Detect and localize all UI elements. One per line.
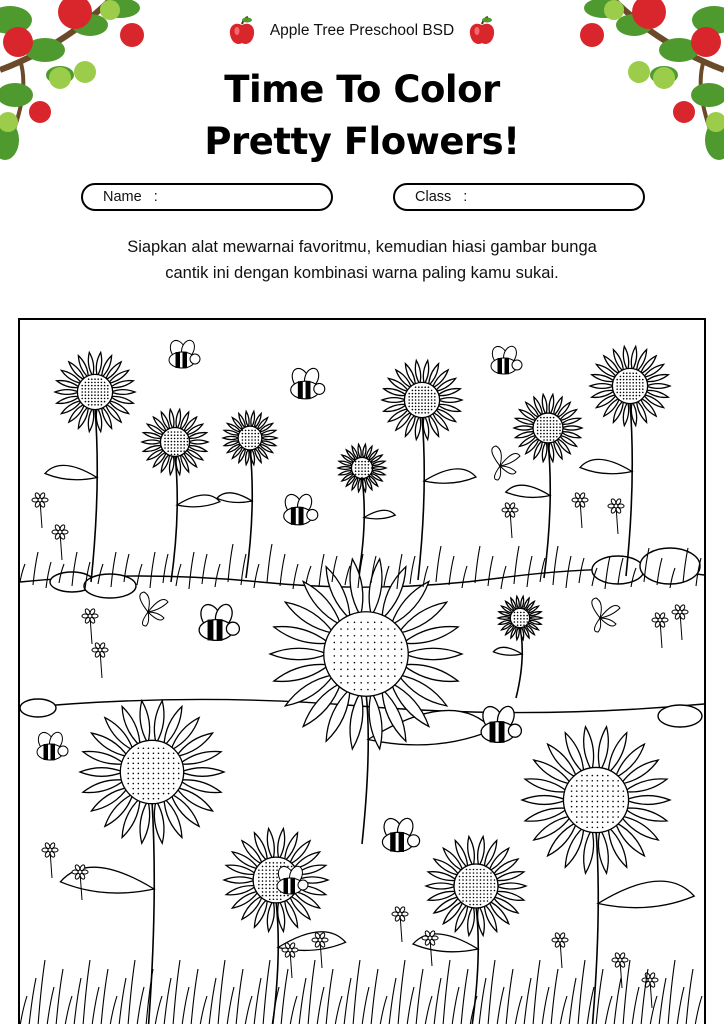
sunflower-front-left (60, 701, 224, 1024)
sunflower-garden-drawing (20, 320, 704, 1024)
class-separator: : (463, 189, 468, 205)
daisy-14 (392, 906, 408, 942)
daisy-1 (32, 492, 48, 528)
worksheet-title (0, 64, 724, 168)
sunflower-back-4 (338, 444, 395, 578)
apple-icon-left (228, 16, 256, 46)
sunflower-bud (493, 596, 542, 698)
sunflower-back-3 (217, 411, 277, 578)
class-field[interactable] (393, 183, 645, 211)
daisy-16 (552, 932, 568, 968)
butterfly-2 (492, 446, 520, 480)
daisy-6 (572, 492, 588, 528)
bee-2 (289, 366, 325, 399)
daisy-9 (672, 604, 688, 640)
sunflower-back-5 (382, 360, 476, 580)
daisy-3 (82, 608, 98, 644)
bee-1 (167, 338, 200, 368)
class-label: Class (415, 189, 452, 205)
sunflower-back-7 (580, 346, 670, 576)
butterfly-1 (140, 592, 168, 626)
school-header (0, 16, 724, 46)
bee-6 (479, 703, 521, 742)
name-label: Name (103, 189, 142, 205)
coloring-page-illustration (18, 318, 706, 1024)
apple-icon-right (468, 16, 496, 46)
sunflower-back-1 (45, 352, 135, 582)
daisy-10 (42, 842, 58, 878)
sunflower-back-6 (506, 394, 582, 578)
title-line-2: Pretty Flowers! (204, 120, 520, 163)
daisy-8 (652, 612, 668, 648)
instructions-line-2: cantik ini dengan kombinasi warna paling kamu sukai. (165, 264, 559, 282)
instructions-text (62, 234, 662, 286)
instructions-line-1: Siapkan alat mewarnai favoritmu, kemudian hiasi gambar bunga (127, 238, 597, 256)
title-line-1: Time To Color (224, 68, 500, 111)
daisy-5 (502, 502, 518, 538)
name-field[interactable] (81, 183, 333, 211)
butterfly-3 (592, 598, 620, 632)
daisy-4 (92, 642, 108, 678)
bee-3 (489, 344, 522, 374)
daisy-2 (52, 524, 68, 560)
bee-8 (381, 816, 420, 852)
name-separator: : (153, 189, 158, 205)
bee-4 (282, 492, 318, 525)
bee-5 (197, 601, 239, 640)
sunflower-front-right (522, 727, 694, 1024)
school-name: Apple Tree Preschool BSD (269, 22, 455, 39)
daisy-7 (608, 498, 624, 534)
bee-7 (35, 730, 68, 760)
